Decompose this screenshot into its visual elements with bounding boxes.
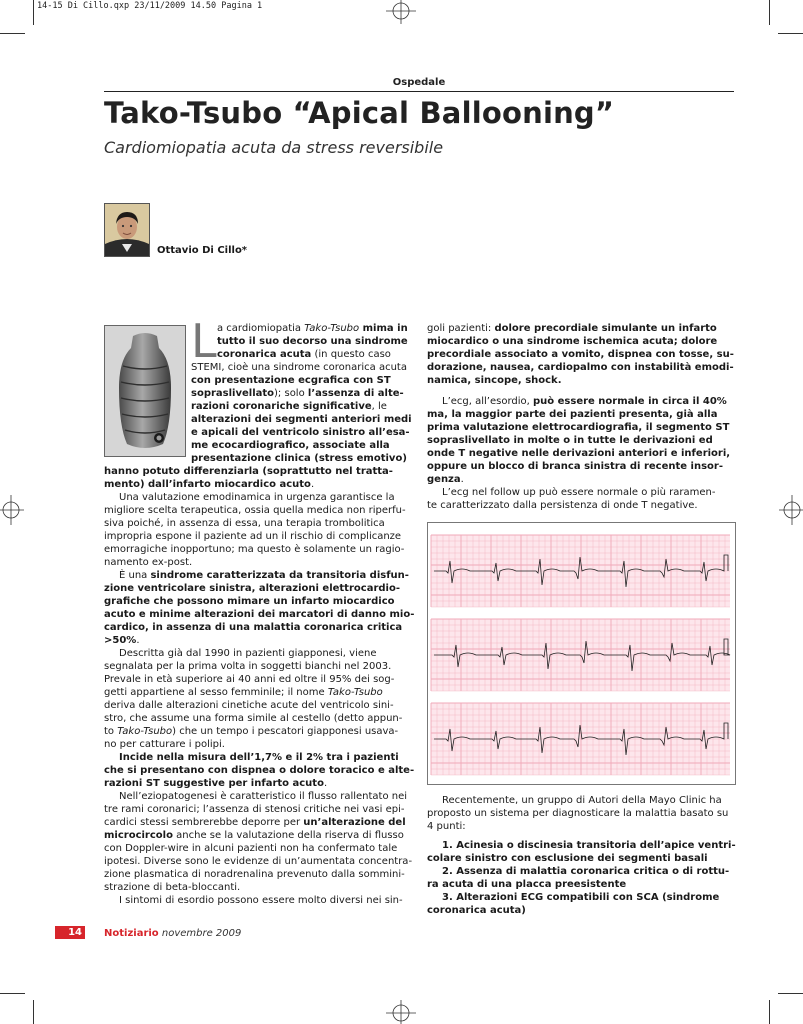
article-subtitle: Cardiomiopatia acuta da stress reversibile — [104, 138, 444, 157]
text-line: oppure un blocco di branca sinistra di recente insor- — [427, 461, 723, 472]
page-number: 14 — [55, 926, 85, 939]
registration-mark-icon — [0, 495, 24, 525]
text-line: strazione di beta-bloccanti. — [104, 882, 241, 893]
text-line: stro, che assume una forma simile al cestello (detto appun- — [104, 713, 403, 724]
crop-mark — [0, 33, 25, 34]
text-line: emorragiche inopportuno; ma questo è solamente un ragio- — [104, 544, 405, 555]
section-label: Ospedale — [392, 77, 446, 88]
registration-mark-icon — [779, 495, 803, 525]
text-line: 1. Acinesia o discinesia transitoria dell’apice ventri- — [442, 840, 736, 851]
text-line: cardici stessi sembrerebbe deporre per un’alterazione del — [104, 817, 406, 828]
text-line: zione ventricolare sinistra, alterazioni elettrocardio- — [104, 583, 400, 594]
print-slug: 14-15 Di Cillo.qxp 23/11/2009 14.50 Pagina 1 — [37, 1, 263, 11]
text-line: proposto un sistema per diagnosticare la malattia basato su — [427, 808, 729, 819]
text-line: mento) dall’infarto miocardico acuto. — [104, 479, 315, 490]
footer — [104, 928, 241, 939]
crop-mark — [769, 1000, 770, 1024]
text-line: coronarica acuta) — [427, 905, 526, 916]
ecg-strip — [431, 619, 730, 691]
text-line: goli pazienti: dolore precordiale simulante un infarto — [427, 323, 717, 334]
text-line: sopraslivellato in molte o in tutte le derivazioni ed — [427, 435, 713, 446]
crop-mark — [0, 993, 25, 994]
text-line: no per catturare i polipi. — [104, 739, 225, 750]
text-line: impropria espone il paziente ad un il rischio di complicanze — [104, 531, 402, 542]
text-line: prima valutazione elettrocardiografia, il segmento ST — [427, 422, 730, 433]
text-line: L’ecg, all’esordio, può essere normale in circa il 40% — [442, 396, 727, 407]
author-portrait-icon — [104, 203, 150, 257]
ecg-strip — [431, 535, 730, 607]
text-line: Prevale in età superiore ai 40 anni ed oltre il 95% dei sog- — [104, 674, 395, 685]
text-line: acuto e minime alterazioni dei marcatori di danno mio- — [104, 609, 415, 620]
text-line: con presentazione ecgrafica con ST — [191, 375, 391, 386]
ecg-figure — [427, 522, 736, 785]
text-line: microcircolo anche se la valutazione della riserva di flusso — [104, 830, 404, 841]
text-line: onde T negative nelle derivazioni anteriori e inferiori, — [427, 448, 731, 459]
text-line: deriva dalle alterazioni cinetiche acute del ventricolo sini- — [104, 700, 394, 711]
text-line: migliore scelta terapeutica, ossia quella medica non riperfu- — [104, 505, 406, 516]
text-line: precordiale associato a vomito, dispnea con tosse, su- — [427, 349, 734, 360]
text-line: 2. Assenza di malattia coronarica critica o di rottu- — [442, 866, 730, 877]
text-line: zione plasmatica di noradrenalina prevenuto dalla sommini- — [104, 869, 405, 880]
text-line: getti appartiene al sesso femminile; il nome Tako-Tsubo — [104, 687, 383, 698]
text-line: razioni ST suggestive per infarto acuto. — [104, 778, 328, 789]
text-line: dorazione, nausea, cardiopalmo con instabilità emodi- — [427, 362, 734, 373]
text-line: Nell’eziopatogenesi è caratteristico il flusso rallentato nei — [119, 791, 408, 802]
text-line: Descritta già dal 1990 in pazienti giapponesi, viene — [119, 648, 377, 659]
text-line: alterazioni dei segmenti anteriori medi — [191, 414, 412, 425]
header-rule — [104, 91, 734, 92]
text-line: razioni coronariche significative, le — [191, 401, 387, 412]
text-line: tre rami coronarici; l’assenza di stenosi critiche nei vasi epi- — [104, 804, 405, 815]
text-line: hanno potuto differenziarla (soprattutto nel tratta- — [104, 466, 393, 477]
text-line: 4 punti: — [427, 821, 466, 832]
text-line: L’ecg nel follow up può essere normale o più raramen- — [442, 487, 716, 498]
text-line: e apicali del ventricolo sinistro all’esa- — [191, 427, 410, 438]
text-line: a cardiomiopatia Tako-Tsubo mima in — [217, 323, 408, 334]
text-line: siva poiché, in assenza di essa, una terapia trombolitica — [104, 518, 385, 529]
article-title: Tako-Tsubo “Apical Ballooning” — [104, 96, 615, 130]
text-line: tutto il suo decorso una sindrome — [217, 336, 408, 347]
text-line: ra acuta di una placca preesistente — [427, 879, 627, 890]
ecg-strip — [431, 703, 730, 775]
text-line: namica, sincope, shock. — [427, 375, 562, 386]
text-line: ma, la maggior parte dei pazienti presenta, già alla — [427, 409, 718, 420]
crop-mark — [33, 0, 34, 25]
text-line: colare sinistro con esclusione dei segmenti basali — [427, 853, 708, 864]
text-line: STEMI, cioè una sindrome coronarica acuta — [191, 362, 407, 373]
registration-mark-icon — [386, 1000, 416, 1024]
text-line: Una valutazione emodinamica in urgenza garantisce la — [119, 492, 395, 503]
text-line: namento ex-post. — [104, 557, 193, 568]
text-line: Recentemente, un gruppo di Autori della Mayo Clinic ha — [442, 795, 722, 806]
text-line: ipotesi. Diverse sono le evidenze di un’aumentata concentra- — [104, 856, 413, 867]
text-line: presentazione clinica (stress emotivo) — [191, 453, 407, 464]
text-line: miocardico o una sindrome ischemica acuta; dolore — [427, 336, 718, 347]
footer-date: novembre 2009 — [161, 928, 242, 939]
text-line: me ecocardiografico, associate alla — [191, 440, 390, 451]
drop-cap: L — [191, 314, 217, 368]
text-line: 3. Alterazioni ECG compatibili con SCA (sindrome — [442, 892, 720, 903]
text-line: coronarica acuta (in questo caso — [217, 349, 391, 360]
text-line: grafiche che possono mimare un infarto miocardico — [104, 596, 395, 607]
text-line: cardico, in assenza di una malattia coronarica critica — [104, 622, 403, 633]
registration-mark-icon — [386, 0, 416, 24]
text-line: to Tako-Tsubo) che un tempo i pescatori giapponesi usava- — [104, 726, 399, 737]
text-line: Incide nella misura dell’1,7% e il 2% tra i pazienti — [119, 752, 399, 763]
tako-tsubo-pot-icon — [104, 325, 186, 457]
crop-mark — [778, 993, 803, 994]
crop-mark — [33, 1000, 34, 1024]
text-line: sopraslivellato); solo l’assenza di alte- — [191, 388, 404, 399]
text-line: segnalata per la prima volta in soggetti bianchi nel 2003. — [104, 661, 392, 672]
text-line: che si presentano con dispnea o dolore toracico e alte- — [104, 765, 415, 776]
crop-mark — [778, 33, 803, 34]
text-line: te caratterizzato dalla persistenza di onde T negative. — [427, 500, 698, 511]
text-line: >50%. — [104, 635, 140, 646]
text-line: genza. — [427, 474, 464, 485]
text-line: I sintomi di esordio possono essere molto diversi nei sin- — [119, 895, 403, 906]
footer-brand: Notiziario — [104, 928, 159, 939]
ecg-trace-icon — [428, 523, 735, 784]
text-line: È una sindrome caratterizzata da transitoria disfun- — [119, 570, 409, 581]
crop-mark — [769, 0, 770, 25]
text-line: con Doppler-wire in alcuni pazienti non ha confermato tale — [104, 843, 398, 854]
author-name: Ottavio Di Cillo* — [157, 245, 248, 256]
